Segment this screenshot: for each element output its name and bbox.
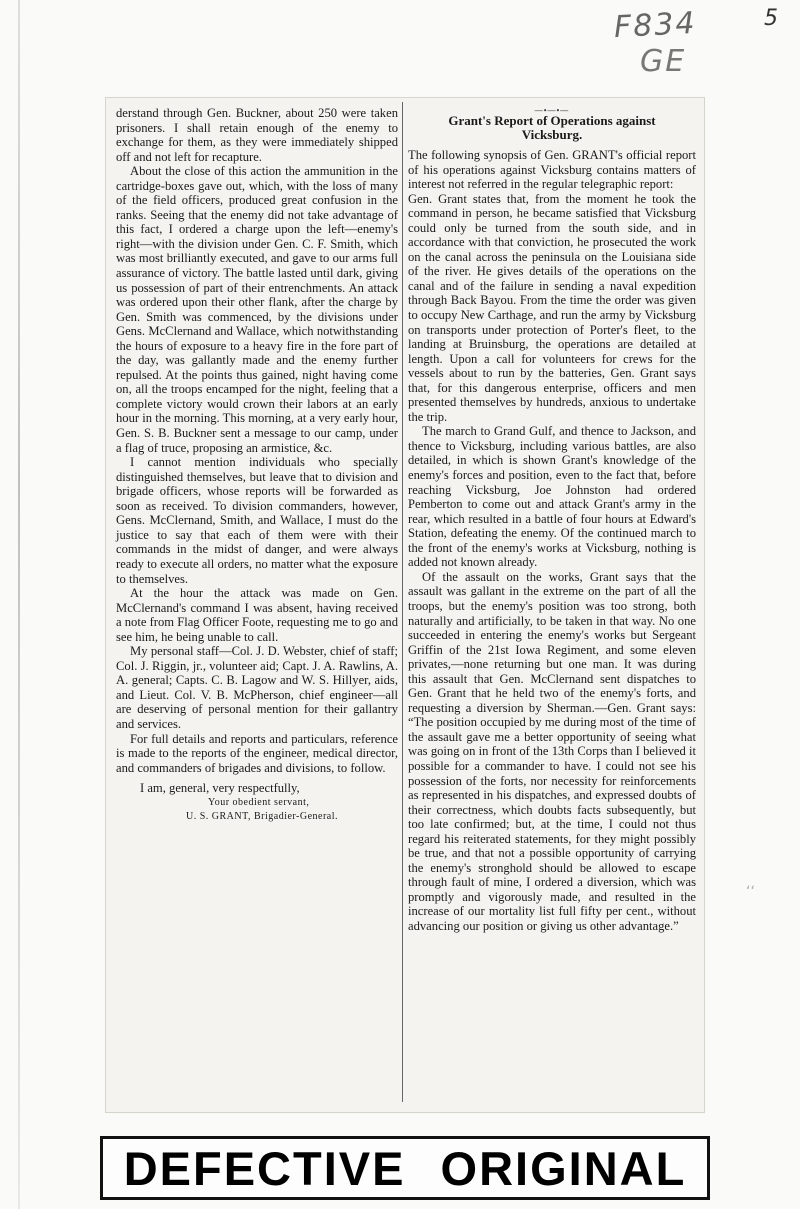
left-paragraph-4: At the hour the attack was made on Gen. McClernand's command I was absent, having received a note from Flag Officer Foote, requesting me to go and see him, he being unable to call. xyxy=(116,586,399,644)
left-paragraph-6: For full details and reports and particulars, reference is made to the reports of the engineer, medical director, and commanders of brigades and divisions, to follow. xyxy=(116,731,398,775)
stamp-label: DEFECTIVE ORIGINAL xyxy=(123,1141,687,1195)
left-paragraph-5: My personal staff—Col. J. D. Webster, chief of staff; Col. J. Riggin, jr., volunteer aid; Capt. J. A. Rawlins, A. A. general; Capts. C. B. Lagow and W. S. Hillyer, aids, and Lieut. Col. V. B. McPherson, chief engineer—all are deserving of personal mention for their gallantry and services. xyxy=(116,644,398,731)
margin-mark-icon: ‘‘ xyxy=(746,884,755,900)
signoff-signature: U. S. GRANT, Brigadier-General. xyxy=(186,811,339,823)
headline-line-2: Vicksburg. xyxy=(521,127,583,142)
defective-original-stamp xyxy=(100,1136,710,1200)
headline-ornament-icon: —•—•— xyxy=(534,106,570,115)
right-paragraph-3: The march to Grand Gulf, and thence to Jackson, and thence to Vicksburg, including various battles, are also detailed, in which is shown Grant's knowledge of the enemy's forces and position, even to the fact that, before reaching Vicksburg, Joe Johnston had ordered Pemberton to come out and attack Grant's army in the rear, which resulted in a battle of four hours at Edward's Station, defeating the enemy. Of the continued march to the front of the enemy's works at Vicksburg, nothing is added not known already. xyxy=(408,424,696,570)
scan-edge xyxy=(18,0,20,1209)
archive-code-annotation: F834 xyxy=(613,5,698,46)
archive-subcode-annotation: GE xyxy=(640,44,687,79)
right-paragraph-1: The following synopsis of Gen. GRANT's official report of his operations against Vicksburg contains matters of interest not referred in the regular telegraphic report: xyxy=(408,148,696,192)
left-paragraph-3: I cannot mention individuals who specially distinguished themselves, but leave that to division and brigade officers, whose reports will be forwarded as soon as received. To division commanders, however, Gens. McClernand, Smith, and Wallace, I must do the justice to say that each of them were with their commands in the midst of danger, and were always ready to execute all orders, no matter what the exposure to themselves. xyxy=(116,455,398,586)
letter-closing: I am, general, very respectfully, xyxy=(140,781,300,796)
page-number: 5 xyxy=(764,6,780,31)
right-column xyxy=(408,106,696,934)
left-paragraph-1: derstand through Gen. Buckner, about 250 were taken prisoners. I shall retain enough of the enemy to exchange for them, as they were immediately shipped off and not left for recapture. xyxy=(116,106,398,164)
newspaper-clipping xyxy=(106,98,704,1112)
left-paragraph-2: About the close of this action the ammunition in the cartridge-boxes gave out, which, with the loss of many of the field officers, produced great confusion in the ranks. Seeing that the enemy did not take advantage of this fact, I ordered a charge upon the left—enemy's right—with the division under Gen. C. F. Smith, which was most brilliantly executed, and gave to our arms full assurance of victory. The battle lasted until dark, giving us possession of part of their entrenchments. An attack was ordered upon their other flank, after the charge by Gen. Smith was commenced, by the divisions under Gens. McClernand and Wallace, which notwithstanding the hours of exposure to a heavy fire in the fore part of the day, was gallantly made and the enemy further repulsed. At the points thus gained, night having come on, all the troops encamped for the night, feeling that a complete victory would crown their labors at an early hour in the morning. This morning, at a very early hour, Gen. S. B. Buckner sent a message to our camp, under a flag of truce, proposing an armistice, &c. xyxy=(116,164,398,455)
right-paragraph-4: Of the assault on the works, Grant says that the assault was gallant in the extreme on the part of all the troops, but the enemy's position was too strong, both naturally and artificially, to be taken in that way. No one succeeded in entering the enemy's works but Sergeant Griffin of the 21st Iowa Regiment, and some eleven privates,—none returning but one man. It was during this assault that Gen. McClernand sent dispatches to Gen. Grant that he held two of the enemy's forts, and requesting a diversion by Sherman.—Gen. Grant says: “The position occupied by me during most of the time of the assault gave me a better opportunity of seeing what was going on in front of the 13th Corps than I believed it possible for a commander to have. I could not see his possession of the forts, nor necessity for reinforcements as represented in his dispatches, and expressed doubts of their correctness, which doubts facts subsequently, but too late confirmed; but, at the time, I could not thus regard his reiterated statements, for they might possibly be true, and that not a possible opportunity of carrying the enemy's stronghold should be allowed to escape through fault of mine, I ordered a diversion, which was promptly and vigorously made, and resulted in the increase of our mortality list full fifty per cent., without advancing our position or giving us other advantage.” xyxy=(408,569,696,933)
left-column xyxy=(116,106,398,825)
headline-line-1: Grant's Report of Operations against xyxy=(448,113,656,128)
column-divider xyxy=(402,102,403,1102)
article-headline xyxy=(408,108,696,142)
right-paragraph-2: Gen. Grant states that, from the moment he took the command in person, he became satisfied that Vicksburg could only be turned from the south side, and in accordance with that conviction, he prosecuted the work on the canal across the peninsula on the Louisiana side of the river. He gives details of the operations on the canal and of the failure in sending a naval expedition through Back Bayou. From the time the order was given to occupy New Carthage, and run the army by Vicksburg on transports under protection of Porter's fleet, to the landing at Bruinsburg, the operations are detailed at length. Upon a call for volunteers for crews for the vessels about to run by the batteries, Gen. Grant says that, for this dangerous enterprise, officers and men presented themselves by hundreds, anxious to undertake the trip. xyxy=(408,191,696,424)
signoff-servant: Your obedient servant, xyxy=(208,796,310,808)
